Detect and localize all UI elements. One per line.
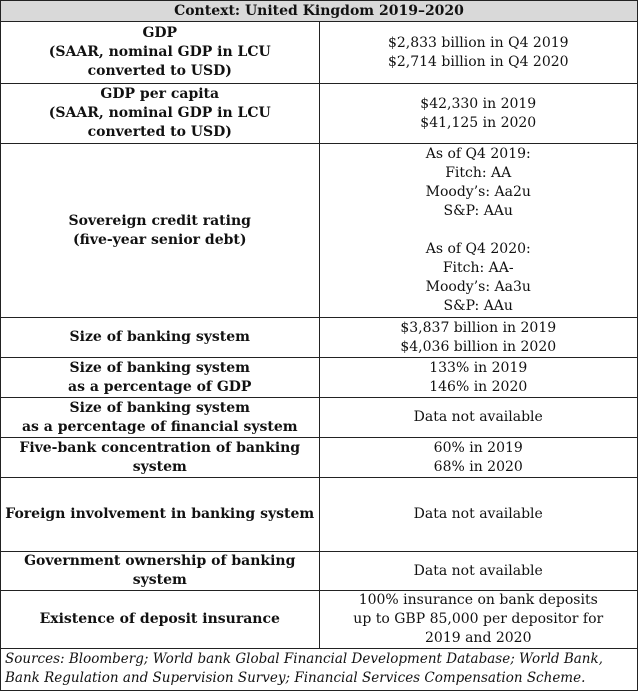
row-value-line: Fitch: AA- (442, 260, 514, 276)
table-row-banking-percent-financial-system (1, 398, 638, 438)
row-label (1, 398, 320, 438)
table-row-government-ownership (1, 552, 638, 591)
row-value-line: Data not available (413, 506, 543, 522)
row-label-line: Size of banking system (69, 399, 250, 416)
row-value-line: $3,837 billion in 2019 (400, 319, 557, 336)
row-value-line: 133% in 2019 (429, 359, 528, 376)
row-label-line: Existence of deposit insurance (39, 611, 280, 627)
row-label (1, 552, 320, 591)
row-value (319, 398, 638, 438)
row-label-line: as a percentage of financial system (21, 418, 298, 435)
row-label (1, 438, 320, 478)
row-label-line: (five-year senior debt) (73, 231, 247, 248)
row-value-line: 146% in 2020 (429, 378, 528, 395)
row-value-line: $41,125 in 2020 (420, 114, 537, 131)
row-value-line: 2019 and 2020 (425, 630, 532, 646)
table-row-five-bank-concentration (1, 438, 638, 478)
row-label-line: Sovereign credit rating (68, 212, 251, 229)
rating-spacer (323, 221, 635, 240)
table-row-banking-percent-gdp (1, 358, 638, 398)
row-value-line: $42,330 in 2019 (420, 95, 537, 112)
table-row-gdp (1, 22, 638, 84)
row-label-line: GDP per capita (100, 86, 220, 102)
row-value (319, 478, 638, 552)
row-value (319, 358, 638, 398)
table-row-sovereign-credit-rating (1, 144, 638, 318)
row-label (1, 22, 320, 84)
row-value-line: Data not available (413, 409, 543, 425)
table-row-size-of-banking-system (1, 318, 638, 358)
table-row-deposit-insurance (1, 591, 638, 649)
row-label-line: Size of banking system (69, 329, 250, 345)
row-label-line: Size of banking system (69, 359, 250, 376)
row-value-line: Moody’s: Aa3u (425, 279, 531, 295)
row-label (1, 84, 320, 144)
row-value-line: Fitch: AA (445, 165, 512, 181)
row-value (319, 144, 638, 318)
row-value (319, 22, 638, 84)
row-value-line: As of Q4 2020: (425, 241, 531, 257)
row-value-line: S&P: AAu (443, 298, 513, 314)
row-value-line: up to GBP 85,000 per depositor for (353, 611, 604, 627)
row-label (1, 591, 320, 649)
table-title: Context: United Kingdom 2019–2020 (1, 1, 638, 22)
row-label (1, 144, 320, 318)
sources-line: Bank Regulation and Supervision Survey; Financial Services Compensation Scheme. (5, 670, 586, 686)
row-value-line: S&P: AAu (443, 203, 513, 219)
row-value-line: 60% in 2019 (433, 439, 523, 456)
row-label-line: (SAAR, nominal GDP in LCU (48, 105, 271, 121)
row-value (319, 84, 638, 144)
row-label (1, 478, 320, 552)
table-header-row (1, 1, 638, 22)
row-value-line: $2,714 billion in Q4 2020 (387, 53, 569, 70)
table-row-foreign-involvement (1, 478, 638, 552)
sources-note (1, 649, 638, 691)
row-label (1, 358, 320, 398)
row-value (319, 318, 638, 358)
row-value (319, 438, 638, 478)
row-value-line: 68% in 2020 (433, 458, 523, 475)
row-label-line: Five-bank concentration of banking system (19, 439, 301, 475)
row-value-line: Moody’s: Aa2u (425, 184, 531, 200)
table-sources-row (1, 649, 638, 691)
row-value (319, 552, 638, 591)
row-value (319, 591, 638, 649)
row-label-line: GDP (142, 25, 178, 41)
row-value-line: 100% insurance on bank deposits (358, 592, 598, 608)
table-row-gdp-per-capita (1, 84, 638, 144)
row-value-line: Data not available (413, 562, 543, 579)
row-label-line: converted to USD) (87, 63, 232, 79)
sources-line: Sources: Bloomberg; World bank Global Financial Development Database; World Bank, (5, 651, 603, 667)
row-label-line: as a percentage of GDP (68, 378, 252, 395)
row-value-line: $4,036 billion in 2020 (400, 338, 557, 355)
row-label-line: Government ownership of banking system (24, 553, 296, 588)
row-label-line: converted to USD) (87, 124, 232, 140)
row-label (1, 318, 320, 358)
row-value-line: As of Q4 2019: (425, 146, 531, 162)
row-value-line: $2,833 billion in Q4 2019 (387, 34, 569, 51)
row-label-line: (SAAR, nominal GDP in LCU (48, 44, 271, 60)
row-label-line: Foreign involvement in banking system (5, 506, 315, 522)
